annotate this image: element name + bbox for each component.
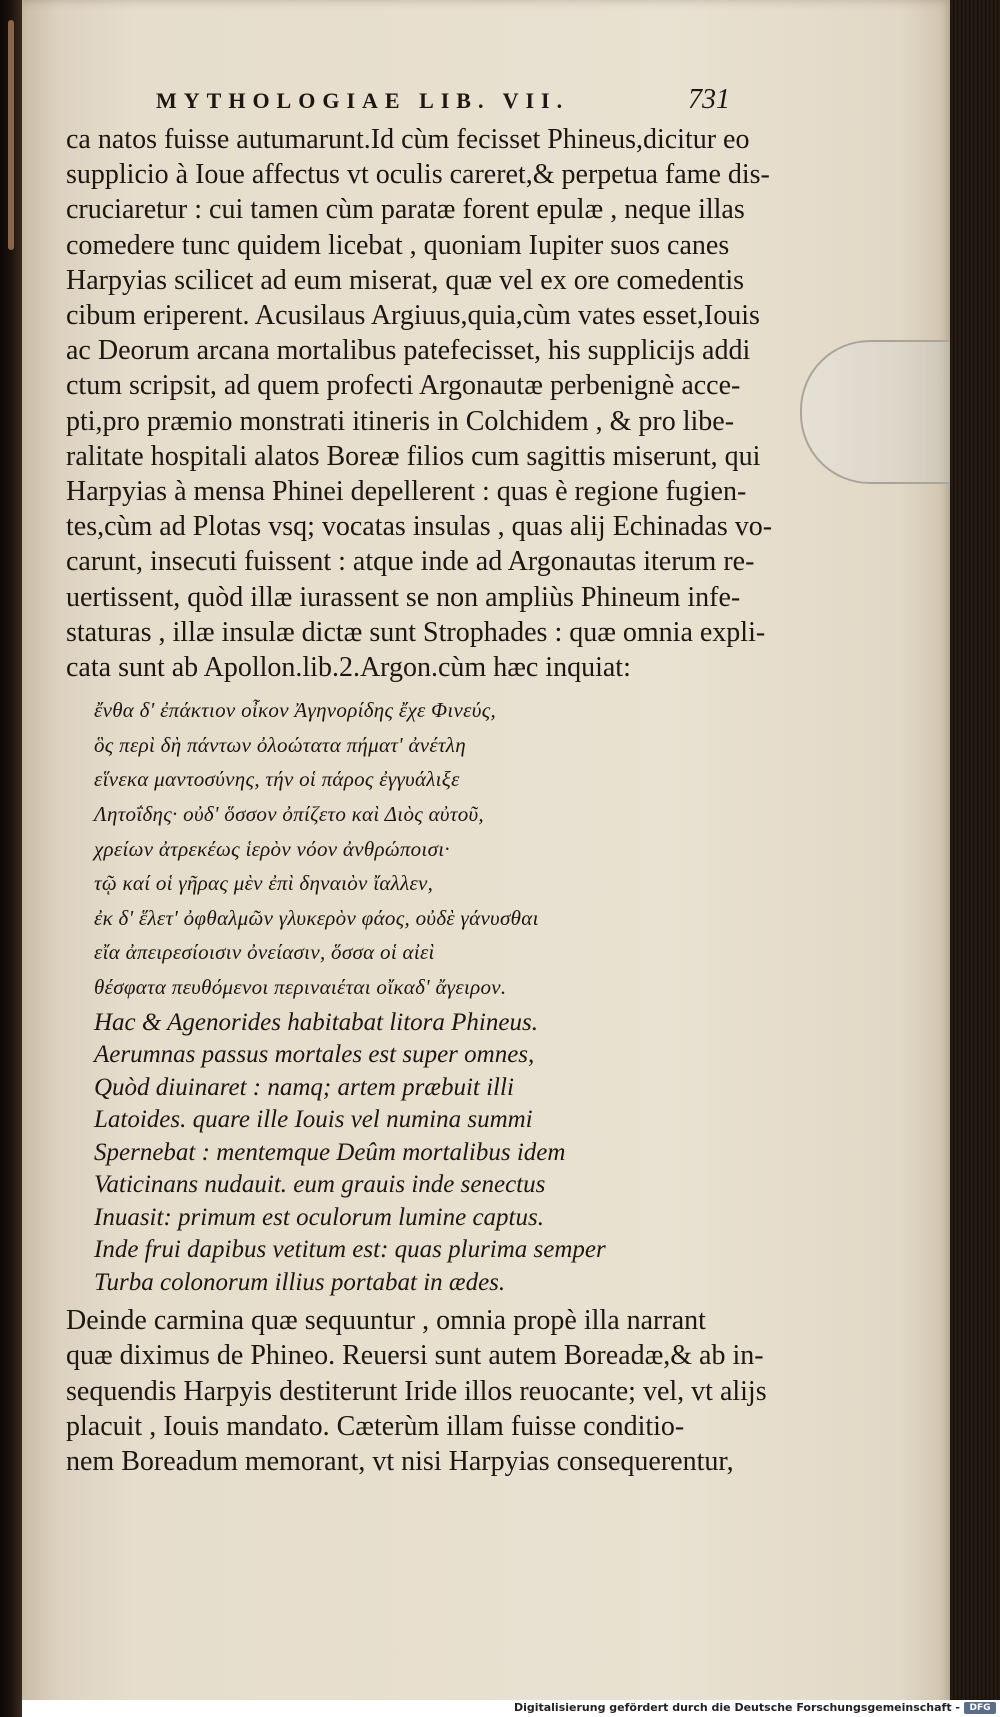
latin-verse-line: Inde frui dapibus vetitum est: quas plurima semper [94, 1236, 606, 1264]
latin-verse-line: Turba colonorum illius portabat in ædes. [94, 1268, 506, 1296]
digitization-footer [22, 1700, 1000, 1717]
prose-line: quæ diximus de Phineo. Reuersi sunt autem Boreadæ,& ab in- [66, 1340, 764, 1372]
greek-verse-line: ὃς περὶ δὴ πάντων ὀλοώτατα πήματ' ἀνέτλη [94, 732, 466, 757]
prose-line: ac Deorum arcana mortalibus patefecisset, his supplicijs addi [66, 335, 751, 367]
prose-line: nem Boreadum memorant, vt nisi Harpyias consequerentur, [66, 1445, 734, 1477]
prose-line: Harpyias à mensa Phinei depellerent : quas è regione fugien- [66, 476, 747, 508]
prose-paragraph [66, 122, 773, 685]
greek-verse-line: ἔνθα δ' ἐπάκτιον οἶκον Ἀγηνορίδης ἔχε Φινεύς, [94, 698, 497, 723]
prose-line: cruciaretur : cui tamen cùm paratæ forent epulæ , neque illas [66, 194, 745, 226]
prose-line: ca natos fuisse autumarunt.Id cùm fecisset Phineus,dicitur eo [66, 124, 750, 155]
greek-verse-line: τῷ καί οἱ γῆρας μὲν ἐπὶ δηναιὸν ἴαλλεν, [94, 871, 434, 896]
prose-line: cata sunt ab Apollon.lib.2.Argon.cùm hæc inquiat: [66, 652, 631, 684]
prose-line: sequendis Harpyis destiterunt Iride illos reuocante; vel, vt alijs [66, 1375, 767, 1407]
prose-line: ctum scripsit, ad quem profecti Argonautæ perbenignè acce- [66, 370, 741, 402]
prose-line: tes,cùm ad Plotas vsq; vocatas insulas , quas alij Echinadas vo- [66, 511, 773, 543]
prose-line: cibum eriperent. Acusilaus Argiuus,quia,cùm vates esset,Iouis [66, 300, 760, 332]
latin-verse-translation [66, 1007, 766, 1300]
running-head-title: MYTHOLOGIAE LIB. VII. [156, 88, 570, 113]
latin-verse-line: Vaticinans nudauit. eum grauis inde senectus [94, 1171, 546, 1199]
page-text [66, 84, 773, 1479]
prose-line: pti,pro præmio monstrati itineris in Colchidem , & pro libe- [66, 405, 735, 437]
footer-credit: Digitalisierung gefördert durch die Deutsche Forschungsgemeinschaft - [513, 1701, 960, 1714]
page-holder-clip [800, 340, 952, 484]
closing-paragraph [66, 1303, 766, 1479]
dfg-logo: DFG [964, 1702, 996, 1714]
page-number: 731 [688, 84, 730, 115]
greek-verse-line: ἐκ δ' ἕλετ' ὀφθαλμῶν γλυκερὸν φάος, οὐδὲ γάνυσθαι [94, 905, 539, 930]
latin-verse-line: Aerumnas passus mortales est super omnes, [94, 1041, 535, 1069]
page-edges [950, 0, 1000, 1717]
prose-line: ralitate hospitali alatos Boreæ filios cum sagittis miserunt, qui [66, 440, 761, 472]
prose-line: supplicio à Ioue affectus vt oculis careret,& perpetua fame dis- [66, 159, 770, 191]
prose-line: comedere tunc quidem licebat , quoniam Iupiter suos canes [66, 229, 730, 261]
prose-line: uertissent, quòd illæ iurassent se non ampliùs Phineum infe- [66, 581, 741, 613]
greek-verse-line: χρείων ἀτρεκέως ἱερὸν νόον ἀνθρώποισι· [94, 836, 450, 861]
prose-line: carunt, insecuti fuissent : atque inde ad Argonautas iterum re- [66, 546, 755, 578]
latin-verse-line: Quòd diuinaret : namq; artem præbuit illi [94, 1073, 514, 1101]
prose-line: Deinde carmina quæ sequuntur , omnia propè illa narrant [66, 1305, 706, 1337]
latin-verse-line: Hac & Agenorides habitabat litora Phineus. [94, 1008, 538, 1036]
latin-verse-line: Inuasit: primum est oculorum lumine captus. [94, 1203, 544, 1231]
greek-verse-line: εἵνεκα μαντοσύνης, τήν οἱ πάρος ἐγγυάλιξε [94, 767, 460, 792]
greek-verse-line: εἴα ἀπειρεσίοισιν ὀνείασιν, ὅσσα οἱ αἰεὶ [94, 940, 435, 965]
running-head [66, 84, 766, 122]
prose-line: Harpyias scilicet ad eum miserat, quæ vel ex ore comedentis [66, 264, 745, 296]
prose-line: placuit , Iouis mandato. Cæterùm illam fuisse conditio- [66, 1410, 685, 1442]
latin-verse-line: Spernebat : mentemque Deûm mortalibus idem [94, 1138, 566, 1166]
greek-verse-line: Λητοΐδης· οὐδ' ὅσσον ὀπίζετο καὶ Διὸς αὐτοῦ, [94, 802, 484, 827]
latin-verse-line: Latoides. quare ille Iouis vel numina summi [94, 1106, 533, 1134]
greek-verse-line: θέσφατα πευθόμενοι περιναιέται οἴκαδ' ἄγειρον. [94, 975, 507, 999]
greek-quotation [66, 693, 766, 1004]
book-binding [0, 0, 22, 1717]
book-page [22, 0, 954, 1717]
prose-line: staturas , illæ insulæ dictæ sunt Strophades : quæ omnia expli- [66, 616, 766, 648]
